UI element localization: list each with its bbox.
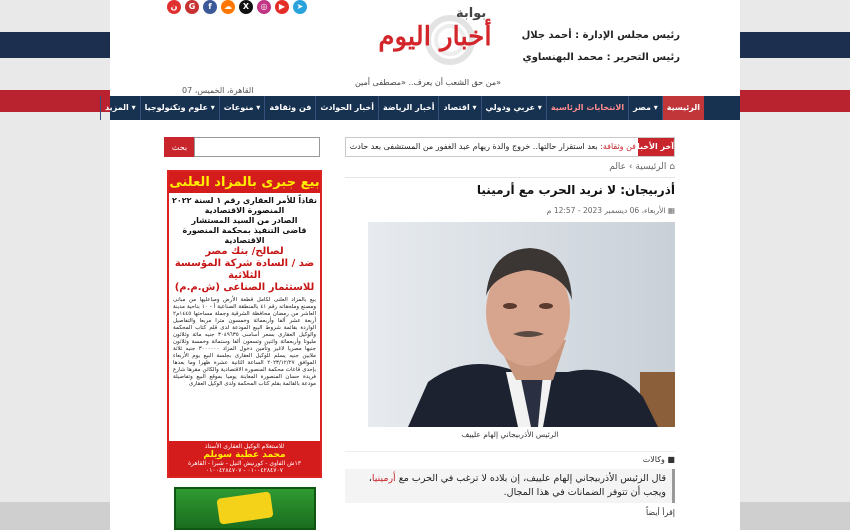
ad-product-image — [216, 491, 273, 524]
nav-item-8[interactable]: منوعات ▾ — [219, 96, 265, 120]
nav-item-3[interactable]: عربي ودولي ▾ — [481, 96, 546, 120]
ad-line-3: الصادر من السيد المستشار — [191, 216, 298, 225]
ad-line-4: قاضى التنفيذ بمحكمة المنصورة الاقتصادية — [182, 226, 307, 245]
article-date: الأربعاء، 06 ديسمبر 2023 - 12:57 م — [546, 206, 666, 215]
ticker-category: فن وثقافة: — [600, 142, 636, 151]
article-lead — [345, 469, 675, 503]
portrait-illustration — [368, 222, 675, 427]
ad-line-1: نفاذاً للأمر العقارى رقم ١ لسنة ٢٠٢٢ — [171, 196, 318, 205]
secondary-advertisement[interactable] — [174, 487, 316, 530]
source-bullet-icon: ■ — [664, 455, 675, 464]
nav-item-0[interactable]: الرئيسية — [662, 96, 704, 120]
breadcrumb — [345, 162, 675, 178]
breadcrumb-separator-icon: › — [626, 162, 633, 172]
calendar-icon: ▦ — [667, 206, 675, 215]
page — [105, 0, 740, 530]
armenia-link[interactable]: أرمينيا — [371, 473, 396, 484]
breadcrumb-home-icon[interactable]: ⌂ — [669, 162, 675, 172]
editor-line: رئيس التحرير : محمد البهنساوي — [522, 52, 680, 63]
ticker-label: آخر الأخبار — [638, 138, 674, 156]
nav-item-5[interactable]: أخبار الرياضة — [378, 96, 438, 120]
ad-contact-label: للاستعلام الوكيل العقارى الأستاذ — [204, 443, 285, 450]
lead-text-2: ، ويجب أن تتوفر الضمانات في هذا المجال. — [368, 473, 666, 498]
chairman-line: رئيس مجلس الإدارة : أحمد جلال — [521, 30, 680, 41]
nav-item-10[interactable]: المزيد ▾ — [100, 96, 140, 120]
photo-caption: الرئيس الأذربيجاني إلهام علييف — [461, 430, 559, 439]
source-text: وكالات — [642, 455, 665, 464]
article-title: أذربيجان: لا نريد الحرب مع أرمينيا — [476, 183, 675, 197]
article-source — [345, 451, 675, 464]
ad-contact-phone: ٠١٠٠٤٢٨٤٧٠٧ - ٠١٠٠٤٢٨٤٧٠٧ — [206, 467, 283, 474]
site-logo[interactable] — [368, 0, 498, 76]
nav-item-2[interactable]: الانتخابات الرئاسية — [546, 96, 628, 120]
ad-contact-address: ١٣ش الفاوى - كورنيش النيل - شبرا - القاهرة — [188, 460, 301, 467]
search-button[interactable]: بحث — [164, 137, 195, 157]
nav-item-9[interactable]: علوم وتكنولوجيا ▾ — [140, 96, 219, 120]
soundcloud-icon[interactable]: ☁ — [221, 0, 235, 14]
nav-item-1[interactable]: مصر ▾ — [628, 96, 662, 120]
logo-main-text: أخبار اليوم — [378, 22, 492, 52]
ad-headline: بيع جبرى بالمزاد العلنى — [169, 172, 320, 193]
auction-advertisement[interactable] — [167, 170, 322, 478]
nabd-icon[interactable]: ن — [167, 0, 181, 14]
search-input[interactable] — [194, 137, 320, 157]
ad-line-7: للاستثمار الصناعى (ش.م.م) — [174, 282, 315, 293]
youtube-icon[interactable]: ▶ — [275, 0, 289, 14]
google-news-icon[interactable]: G — [185, 0, 199, 14]
ad-contact-name: محمد عطية سويلم — [203, 450, 286, 460]
logo-small-text: بوابة — [456, 6, 487, 21]
telegram-icon[interactable]: ➤ — [293, 0, 307, 14]
logo-tagline: من حق الشعب أن يعرف.. «مصطفى أمين» — [354, 78, 502, 87]
main-nav — [105, 96, 740, 120]
breaking-news-ticker[interactable] — [345, 137, 675, 157]
current-date: القاهرة، الخميس، 07 — [182, 86, 254, 95]
read-also-heading: إقرأ أيضاً — [645, 508, 675, 517]
nav-item-6[interactable]: أخبار الحوادث — [315, 96, 378, 120]
ticker-headline[interactable]: بعد استقرار حالتها.. خروج والدة ريهام عبد الغفور من المستشفى بعد حادث — [349, 142, 598, 151]
breadcrumb-section[interactable]: عالم — [609, 162, 627, 172]
ad-line-5: لصالح/ بنك مصر — [205, 246, 284, 257]
ad-contact — [169, 441, 320, 476]
ad-body-text: بيع بالمزاد العلنى لكامل قطعة الأرض ومباعليها من مبانى ومصنع وملحقاته رقم ٤١ بالمنطقة الصناعية أ - ١٠ بناحية مدينة العاشر من رمضان محافظة الشرقية وجملة مساحتها ١٤٤٥م٢ أربعة عشر ألفا وأربعمائة وخمسون مترا مربعا والتفاصيل الواردة بقائمة شروط البيع المودعة لدى قلم كتاب المحكمة والوكيل العقارى بسعر أساسى ٣٠٤٩٦٣٥ جنيه مائة وثلاثون مليونا وأربعمائة واثنين وتسعون ألفا وستمائة وخمسة وثلاثون جنيها مصريا لاغير وتأمين دخول المزاد ٣٠٠٠٠٠٠ جنيه ثلاثة ملايين جنيه يسلم للوكيل العقارى بجلسة البيع يوم الأربعاء الموافق ٢٠٢٣/١٢/٢٧ الساعة الثانية عشرة ظهرا وما بعدها بإحدى قاعات محكمة المنصورة الاقتصادية والكائن مقرها شارع فريدة حسان المنصورة المعاينة يوميا بموقع البيع وتفاصيلة مودعة بالقائمة بقلم كتاب المحكمة ولدى الوكيل العقارى — [173, 297, 317, 387]
article-meta — [345, 206, 675, 215]
instagram-icon[interactable]: ◎ — [257, 0, 271, 14]
social-links — [167, 0, 307, 14]
lead-text-1: قال الرئيس الأذربيجاني إلهام علييف، إن بلاده لا ترغب في الحرب مع — [398, 473, 666, 484]
breadcrumb-home[interactable]: الرئيسية — [635, 162, 667, 172]
nav-item-4[interactable]: اقتصاد ▾ — [438, 96, 480, 120]
x-icon[interactable]: X — [239, 0, 253, 14]
ad-line-2: المنصورة الاقتصادية — [204, 206, 285, 215]
facebook-icon[interactable]: f — [203, 0, 217, 14]
nav-item-7[interactable]: فن وثقافة — [264, 96, 315, 120]
article-photo[interactable] — [368, 222, 675, 427]
ad-line-6: ضد / السادة شركة المؤسسة الثلاثية — [174, 258, 315, 281]
